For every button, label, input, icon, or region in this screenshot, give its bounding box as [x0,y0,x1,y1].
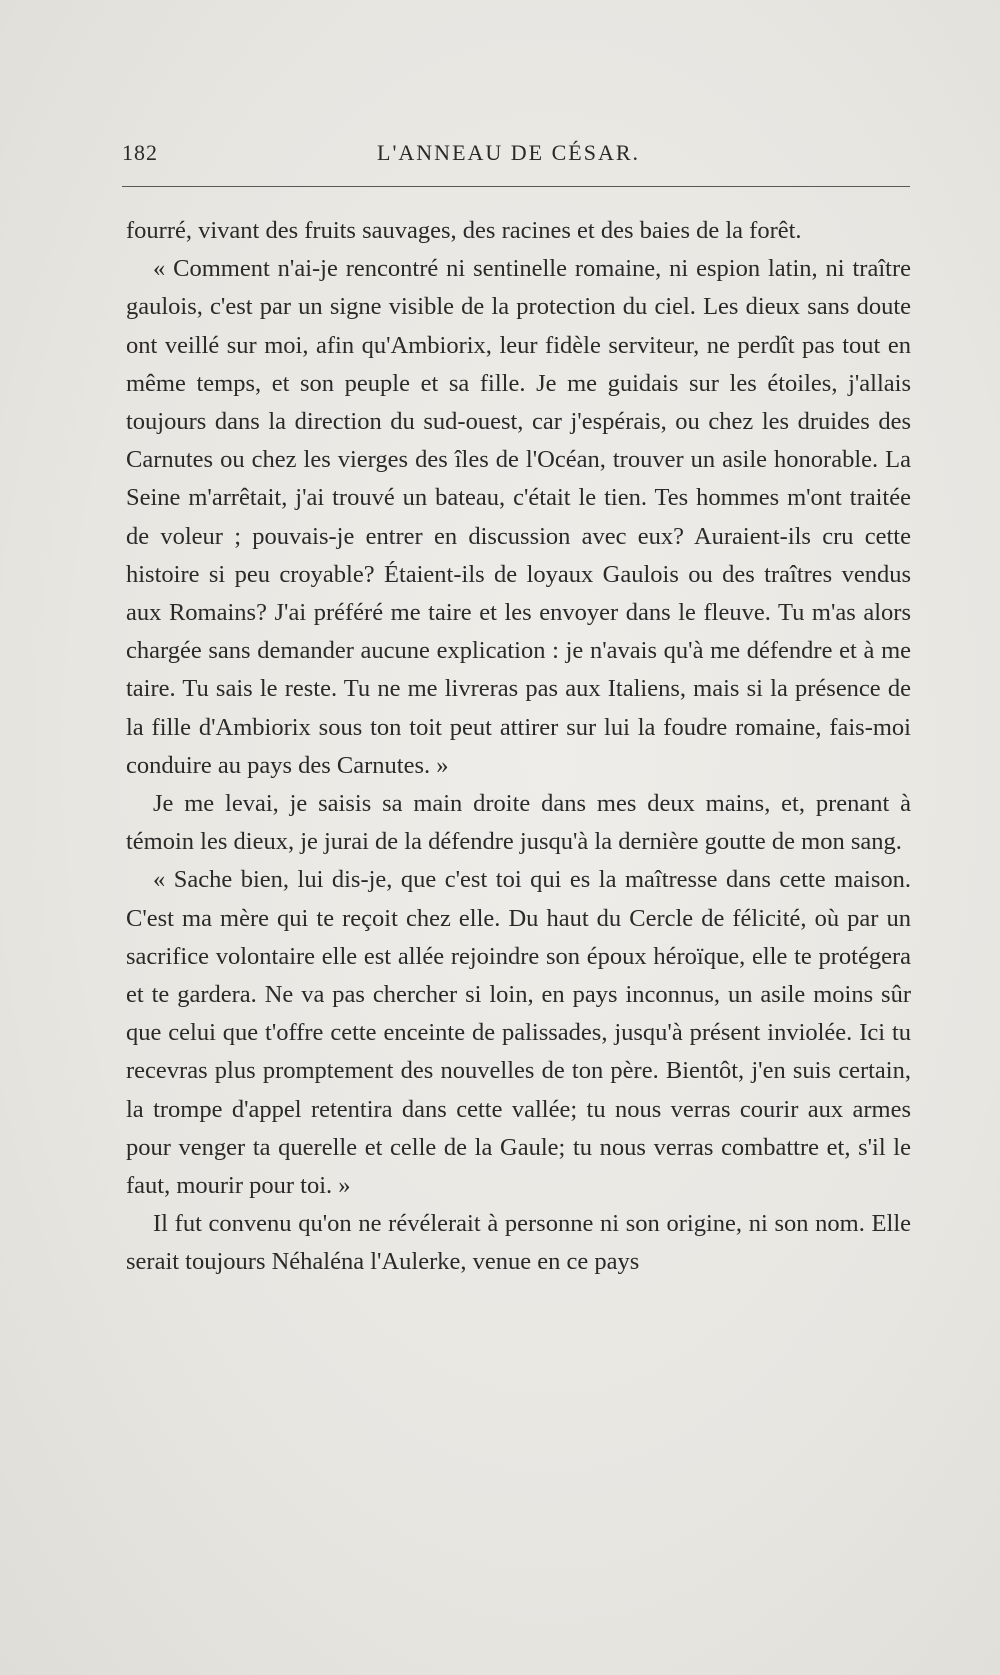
paragraph: Il fut convenu qu'on ne révélerait à personne ni son origine, ni son nom. Elle serait toujours Néhaléna l'Aulerke, venue en ce pays [126,1210,911,1276]
body-text [126,212,911,1282]
paragraph: fourré, vivant des fruits sauvages, des racines et des baies de la forêt. [126,217,802,244]
paragraph: « Sache bien, lui dis-je, que c'est toi qui es la maîtresse dans cette maison. C'est ma mère qui te reçoit chez elle. Du haut du Cercle de félicité, où par un sacrifice volontaire elle est allée rejoindre son époux héroïque, elle te protégera et te gardera. Ne va pas chercher si loin, en pays inconnus, un asile moins sûr que celui que t'offre cette enceinte de palissades, jusqu'à présent inviolée. Ici tu recevras plus promptement des nouvelles de ton père. Bientôt, j'en suis certain, la trompe d'appel retentira dans cette vallée; tu nous verras courir aux armes pour venger ta querelle et celle de la Gaule; tu nous verras combattre et, s'il le faut, mourir pour toi. » [126,866,911,1200]
paragraph: « Comment n'ai-je rencontré ni sentinelle romaine, ni espion latin, ni traître gaulois, c'est par un signe visible de la protection du ciel. Les dieux sans doute ont veillé sur moi, afin qu'Ambiorix, leur fidèle serviteur, ne perdît pas tout en même temps, et son peuple et sa fille. Je me guidais sur les étoiles, j'allais toujours dans la direction du sud-ouest, car j'espérais, ou chez les druides des Carnutes ou chez les vierges des îles de l'Océan, trouver un asile honorable. La Seine m'arrêtait, j'ai trouvé un bateau, c'était le tien. Tes hommes m'ont traitée de voleur ; pouvais-je entrer en discussion avec eux? Auraient-ils cru cette histoire si peu croyable? Étaient-ils de loyaux Gaulois ou des traîtres vendus aux Romains? J'ai préféré me taire et les envoyer dans le fleuve. Tu m'as alors chargée sans demander aucune explication : je n'avais qu'à me défendre et à me taire. Tu sais le reste. Tu ne me livreras pas aux Italiens, mais si la présence de la fille d'Ambiorix sous ton toit peut attirer sur lui la foudre romaine, fais-moi conduire au pays des Carnutes. » [126,255,911,779]
paragraph: Je me levai, je saisis sa main droite dans mes deux mains, et, prenant à témoin les dieux, je jurai de la défendre jusqu'à la dernière goutte de mon sang. [126,790,911,856]
page-number: 182 [122,140,158,165]
page-header [122,136,912,172]
header-rule [122,186,910,187]
running-title: L'ANNEAU DE CÉSAR. [377,140,641,165]
